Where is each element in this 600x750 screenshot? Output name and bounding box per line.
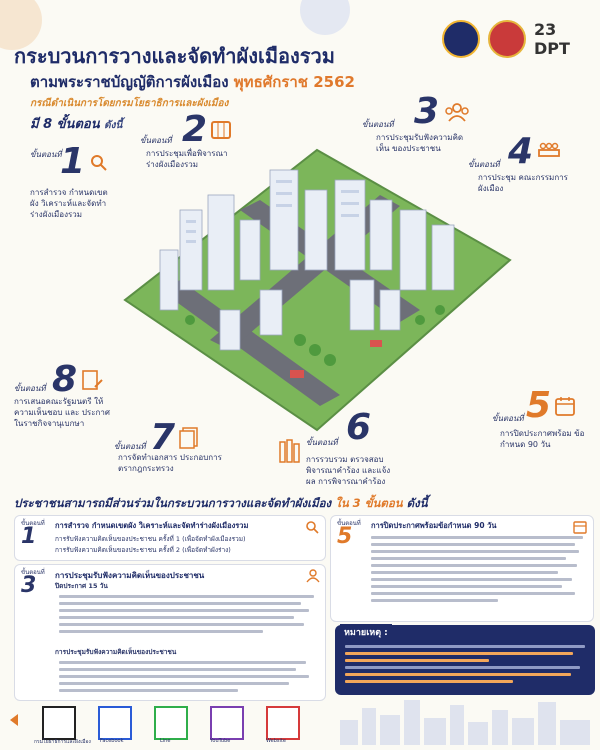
people-icon <box>445 102 469 122</box>
magnifier-icon <box>305 520 319 534</box>
left-arrow-decoration <box>6 712 22 728</box>
step-3-number: 3 <box>414 91 440 132</box>
steps-count-suffix: ดังนี้ <box>104 120 123 131</box>
step-7-number: 7 <box>150 417 176 458</box>
qr-code-4[interactable] <box>210 706 244 740</box>
step-5-label: ขั้นตอนที่ <box>492 414 524 423</box>
step-5-number: 5 <box>526 385 552 426</box>
qr-caption-4: YouTube <box>210 738 231 744</box>
note-title: หมายเหตุ : <box>340 624 392 640</box>
calendar-icon <box>555 396 575 416</box>
act-year: พุทธศักราช 2562 <box>233 73 355 91</box>
participation-panel-step-5 <box>330 515 594 622</box>
step-4-number: 4 <box>508 131 534 172</box>
participation-panel-step-1 <box>14 515 326 561</box>
magnifier-icon <box>89 153 107 171</box>
step-8-description: การเสนอคณะรัฐมนตรี ให้ความเห็นชอบ และ ประกาศในราชกิจจานุเบกษา <box>14 397 110 428</box>
panel-5-text-block <box>371 532 583 606</box>
panel-1-number: 1 <box>21 524 37 549</box>
panel-3-label: ขั้นตอนที่ <box>21 569 45 576</box>
panel-3-heading: การประชุมรับฟังความคิดเห็นของประชาชน <box>55 571 205 580</box>
step-8-number: 8 <box>52 359 78 400</box>
step-2-label: ขั้นตอนที่ <box>140 136 172 145</box>
step-1-description: การสำรวจ กำหนดเขตผัง วิเคราะห์และจัดทำ ร่างผังเมืองรวม <box>30 188 108 219</box>
qr-caption-2: Facebook <box>100 738 124 744</box>
qr-code-3[interactable] <box>154 706 188 740</box>
panel-3-line-2: การประชุมรับฟังความคิดเห็นของประชาชน <box>55 648 177 656</box>
note-text-block <box>345 641 585 687</box>
step-7-label: ขั้นตอนที่ <box>114 442 146 451</box>
logo-group <box>442 20 592 58</box>
participation-panel-step-3 <box>14 564 326 701</box>
page-title-line2 <box>30 70 355 94</box>
panel-1-line-1: การรับฟังความคิดเห็นของประชาชน ครั้งที่ 1 (เพื่อจัดทำผังเมืองรวม) <box>55 535 246 543</box>
step-1-number: 1 <box>60 141 86 182</box>
step-5-description: การปิดประกาศพร้อม ข้อกำหนด 90 วัน <box>500 429 585 449</box>
qr-code-5[interactable] <box>266 706 300 740</box>
step-3-label: ขั้นตอนที่ <box>362 120 394 129</box>
ministry-logo <box>488 20 526 58</box>
decor-circle-mid <box>300 0 350 35</box>
anniversary-logo-text: 23 DPT <box>534 20 570 58</box>
anniversary-logo <box>534 22 592 56</box>
step-1-label: ขั้นตอนที่ <box>30 150 62 159</box>
qr-caption-1: กรมโยธาธิการและผังเมือง <box>34 739 91 745</box>
step-7-description: การจัดทำเอกสาร ประกอบการตรากฎกระทรวง <box>118 453 222 473</box>
map-icon <box>211 121 231 139</box>
step-1 <box>30 141 135 220</box>
panel-1-line-2: การรับฟังความคิดเห็นของประชาชน ครั้งที่ 2 (เพื่อจัดทำผังร่าง) <box>55 546 231 554</box>
documents-icon <box>179 427 199 449</box>
step-2-description: การประชุมเพื่อพิจารณา ร่างผังเมืองรวม <box>146 149 228 169</box>
participation-title-suffix: ดังนี้ <box>406 496 428 510</box>
step-3-description: การประชุมรับฟังความคิดเห็น ของประชาชน <box>376 133 464 153</box>
meeting-icon <box>537 142 561 162</box>
panel-3-text-block-2 <box>59 657 314 696</box>
panel-1-heading: การสำรวจ กำหนดเขตผัง วิเคราะห์และจัดทำร่างผังเมืองรวม <box>55 521 249 530</box>
step-2-number: 2 <box>182 109 208 150</box>
department-logo <box>442 20 480 58</box>
qr-caption-5: Website <box>266 738 286 744</box>
participation-title <box>14 495 428 513</box>
act-name: ตามพระราชบัญญัติการผังเมือง <box>30 73 229 91</box>
step-4-description: การประชุม คณะกรรมการผังเมือง <box>478 173 568 193</box>
qr-caption-3: Line <box>160 738 171 744</box>
step-6-number: 6 <box>346 407 372 448</box>
panel-5-label: ขั้นตอนที่ <box>337 520 361 527</box>
step-6-label: ขั้นตอนที่ <box>306 438 338 447</box>
skyline-decoration <box>340 690 595 745</box>
panel-1-label: ขั้นตอนที่ <box>21 520 45 527</box>
panel-3-number: 3 <box>21 573 37 598</box>
qr-code-1[interactable] <box>42 706 76 740</box>
steps-count-main: มี 8 ขั้นตอน <box>30 117 100 132</box>
step-4-label: ขั้นตอนที่ <box>468 160 500 169</box>
books-icon <box>278 438 302 464</box>
people-icon <box>305 569 321 583</box>
step-6-description: การรวบรวม ตรวจสอบ พิจารณาคำร้อง และแจ้งผล การพิจารณาคำร้อง <box>306 455 391 486</box>
panel-3-line-1: ปิดประกาศ 15 วัน <box>55 582 108 590</box>
page-title: กระบวนการวางและจัดทำผังเมืองรวม <box>14 44 335 68</box>
steps-count <box>30 113 122 134</box>
qr-code-2[interactable] <box>98 706 132 740</box>
panel-3-text-block <box>59 591 314 637</box>
participation-title-highlight: ใน 3 ขั้นตอน <box>335 496 403 510</box>
step-8-label: ขั้นตอนที่ <box>14 384 46 393</box>
calendar-icon <box>573 520 587 534</box>
panel-5-heading: การปิดประกาศพร้อมข้อกำหนด 90 วัน <box>371 521 497 530</box>
participation-title-main: ประชาชนสามารถมีส่วนร่วมในกระบวนการวางและจัดทำผังเมือง <box>14 496 332 510</box>
panel-5-number: 5 <box>337 524 353 549</box>
page-subtitle: กรณีดำเนินการโดยกรมโยธาธิการและผังเมือง <box>30 98 229 109</box>
city-illustration <box>120 140 515 440</box>
legal-document-icon <box>81 369 103 391</box>
